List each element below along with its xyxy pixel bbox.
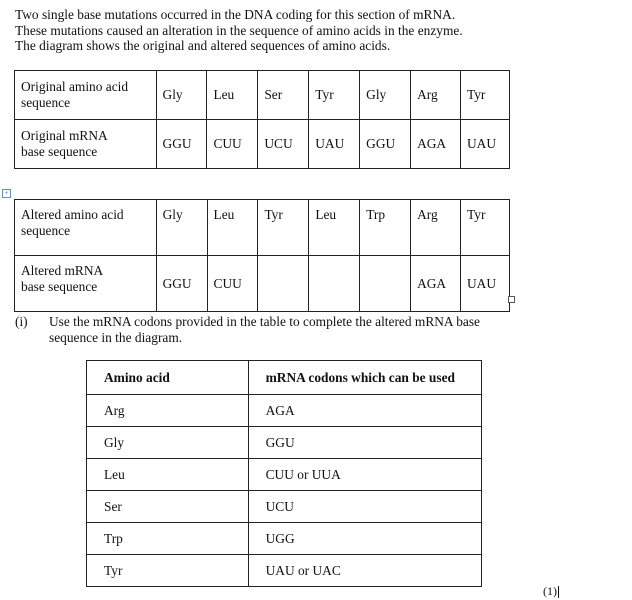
- intro-line-2: These mutations caused an alteration in the sequence of amino acids in the enzyme.: [15, 22, 463, 38]
- altered-mrna-cell: GGU: [156, 256, 207, 312]
- intro-line-3: The diagram shows the original and altered sequences of amino acids.: [15, 38, 391, 53]
- original-aa-row: [15, 71, 510, 120]
- intro-text: [15, 7, 463, 54]
- table-row: [87, 555, 482, 587]
- original-mrna-cell: GGU: [360, 120, 411, 169]
- codon-list: GGU: [248, 427, 481, 459]
- original-mrna-label: Original mRNA base sequence: [15, 120, 157, 169]
- altered-aa-cell: Tyr: [461, 200, 510, 256]
- codon-list: CUU or UUA: [248, 459, 481, 491]
- altered-mrna-cell: UAU: [461, 256, 510, 312]
- altered-aa-row: [15, 200, 510, 256]
- table-row: [87, 459, 482, 491]
- altered-aa-cell: Arg: [411, 200, 461, 256]
- codon-aa: Trp: [87, 523, 249, 555]
- original-aa-cell: Leu: [207, 71, 258, 120]
- original-mrna-cell: UAU: [460, 120, 509, 169]
- altered-aa-cell: Leu: [309, 200, 360, 256]
- header-codons: mRNA codons which can be used: [248, 361, 481, 395]
- original-mrna-row: [15, 120, 510, 169]
- altered-mrna-cell: CUU: [207, 256, 258, 312]
- original-mrna-cell: UAU: [309, 120, 360, 169]
- text-cursor: [558, 586, 559, 598]
- question-text: Use the mRNA codons provided in the table to complete the altered mRNA base sequence in the diagram.: [49, 314, 481, 345]
- altered-mrna-blank-cell[interactable]: [360, 256, 411, 312]
- altered-aa-cell: Gly: [156, 200, 207, 256]
- codon-list: UAU or UAC: [248, 555, 481, 587]
- marks-allocation: (1): [543, 584, 557, 598]
- altered-mrna-cell: AGA: [411, 256, 461, 312]
- codon-table-header: [87, 361, 482, 395]
- header-amino-acid: Amino acid: [87, 361, 249, 395]
- original-mrna-cell: AGA: [411, 120, 461, 169]
- original-aa-cell: Tyr: [460, 71, 509, 120]
- altered-mrna-row: [15, 256, 510, 312]
- original-aa-cell: Tyr: [309, 71, 360, 120]
- altered-aa-cell: Trp: [360, 200, 411, 256]
- original-aa-cell: Gly: [360, 71, 411, 120]
- table-row: [87, 491, 482, 523]
- original-aa-label: Original amino acid sequence: [15, 71, 157, 120]
- codon-table: [86, 360, 482, 587]
- codon-list: UGG: [248, 523, 481, 555]
- table-row: [87, 427, 482, 459]
- original-aa-cell: Arg: [411, 71, 461, 120]
- codon-aa: Gly: [87, 427, 249, 459]
- codon-aa: Tyr: [87, 555, 249, 587]
- altered-aa-label: Altered amino acid sequence: [15, 200, 157, 256]
- table-row: [87, 523, 482, 555]
- codon-aa: Ser: [87, 491, 249, 523]
- table-move-handle-icon[interactable]: +: [2, 189, 11, 198]
- codon-aa: Arg: [87, 395, 249, 427]
- intro-line-1: Two single base mutations occurred in the DNA coding for this section of mRNA.: [15, 7, 456, 22]
- original-aa-cell: Gly: [156, 71, 207, 120]
- altered-sequence-table: [14, 199, 510, 312]
- codon-list: AGA: [248, 395, 481, 427]
- codon-list: UCU: [248, 491, 481, 523]
- codon-aa: Leu: [87, 459, 249, 491]
- table-row: [87, 395, 482, 427]
- altered-mrna-label: Altered mRNA base sequence: [15, 256, 157, 312]
- original-aa-cell: Ser: [258, 71, 309, 120]
- original-mrna-cell: GGU: [156, 120, 207, 169]
- altered-aa-cell: Leu: [207, 200, 258, 256]
- original-sequence-table: [14, 70, 510, 169]
- original-mrna-cell: UCU: [258, 120, 309, 169]
- original-mrna-cell: CUU: [207, 120, 258, 169]
- altered-mrna-blank-cell[interactable]: [309, 256, 360, 312]
- altered-aa-cell: Tyr: [258, 200, 309, 256]
- altered-mrna-blank-cell[interactable]: [258, 256, 309, 312]
- question-number: (i): [15, 314, 28, 329]
- table-resize-handle[interactable]: [508, 296, 515, 303]
